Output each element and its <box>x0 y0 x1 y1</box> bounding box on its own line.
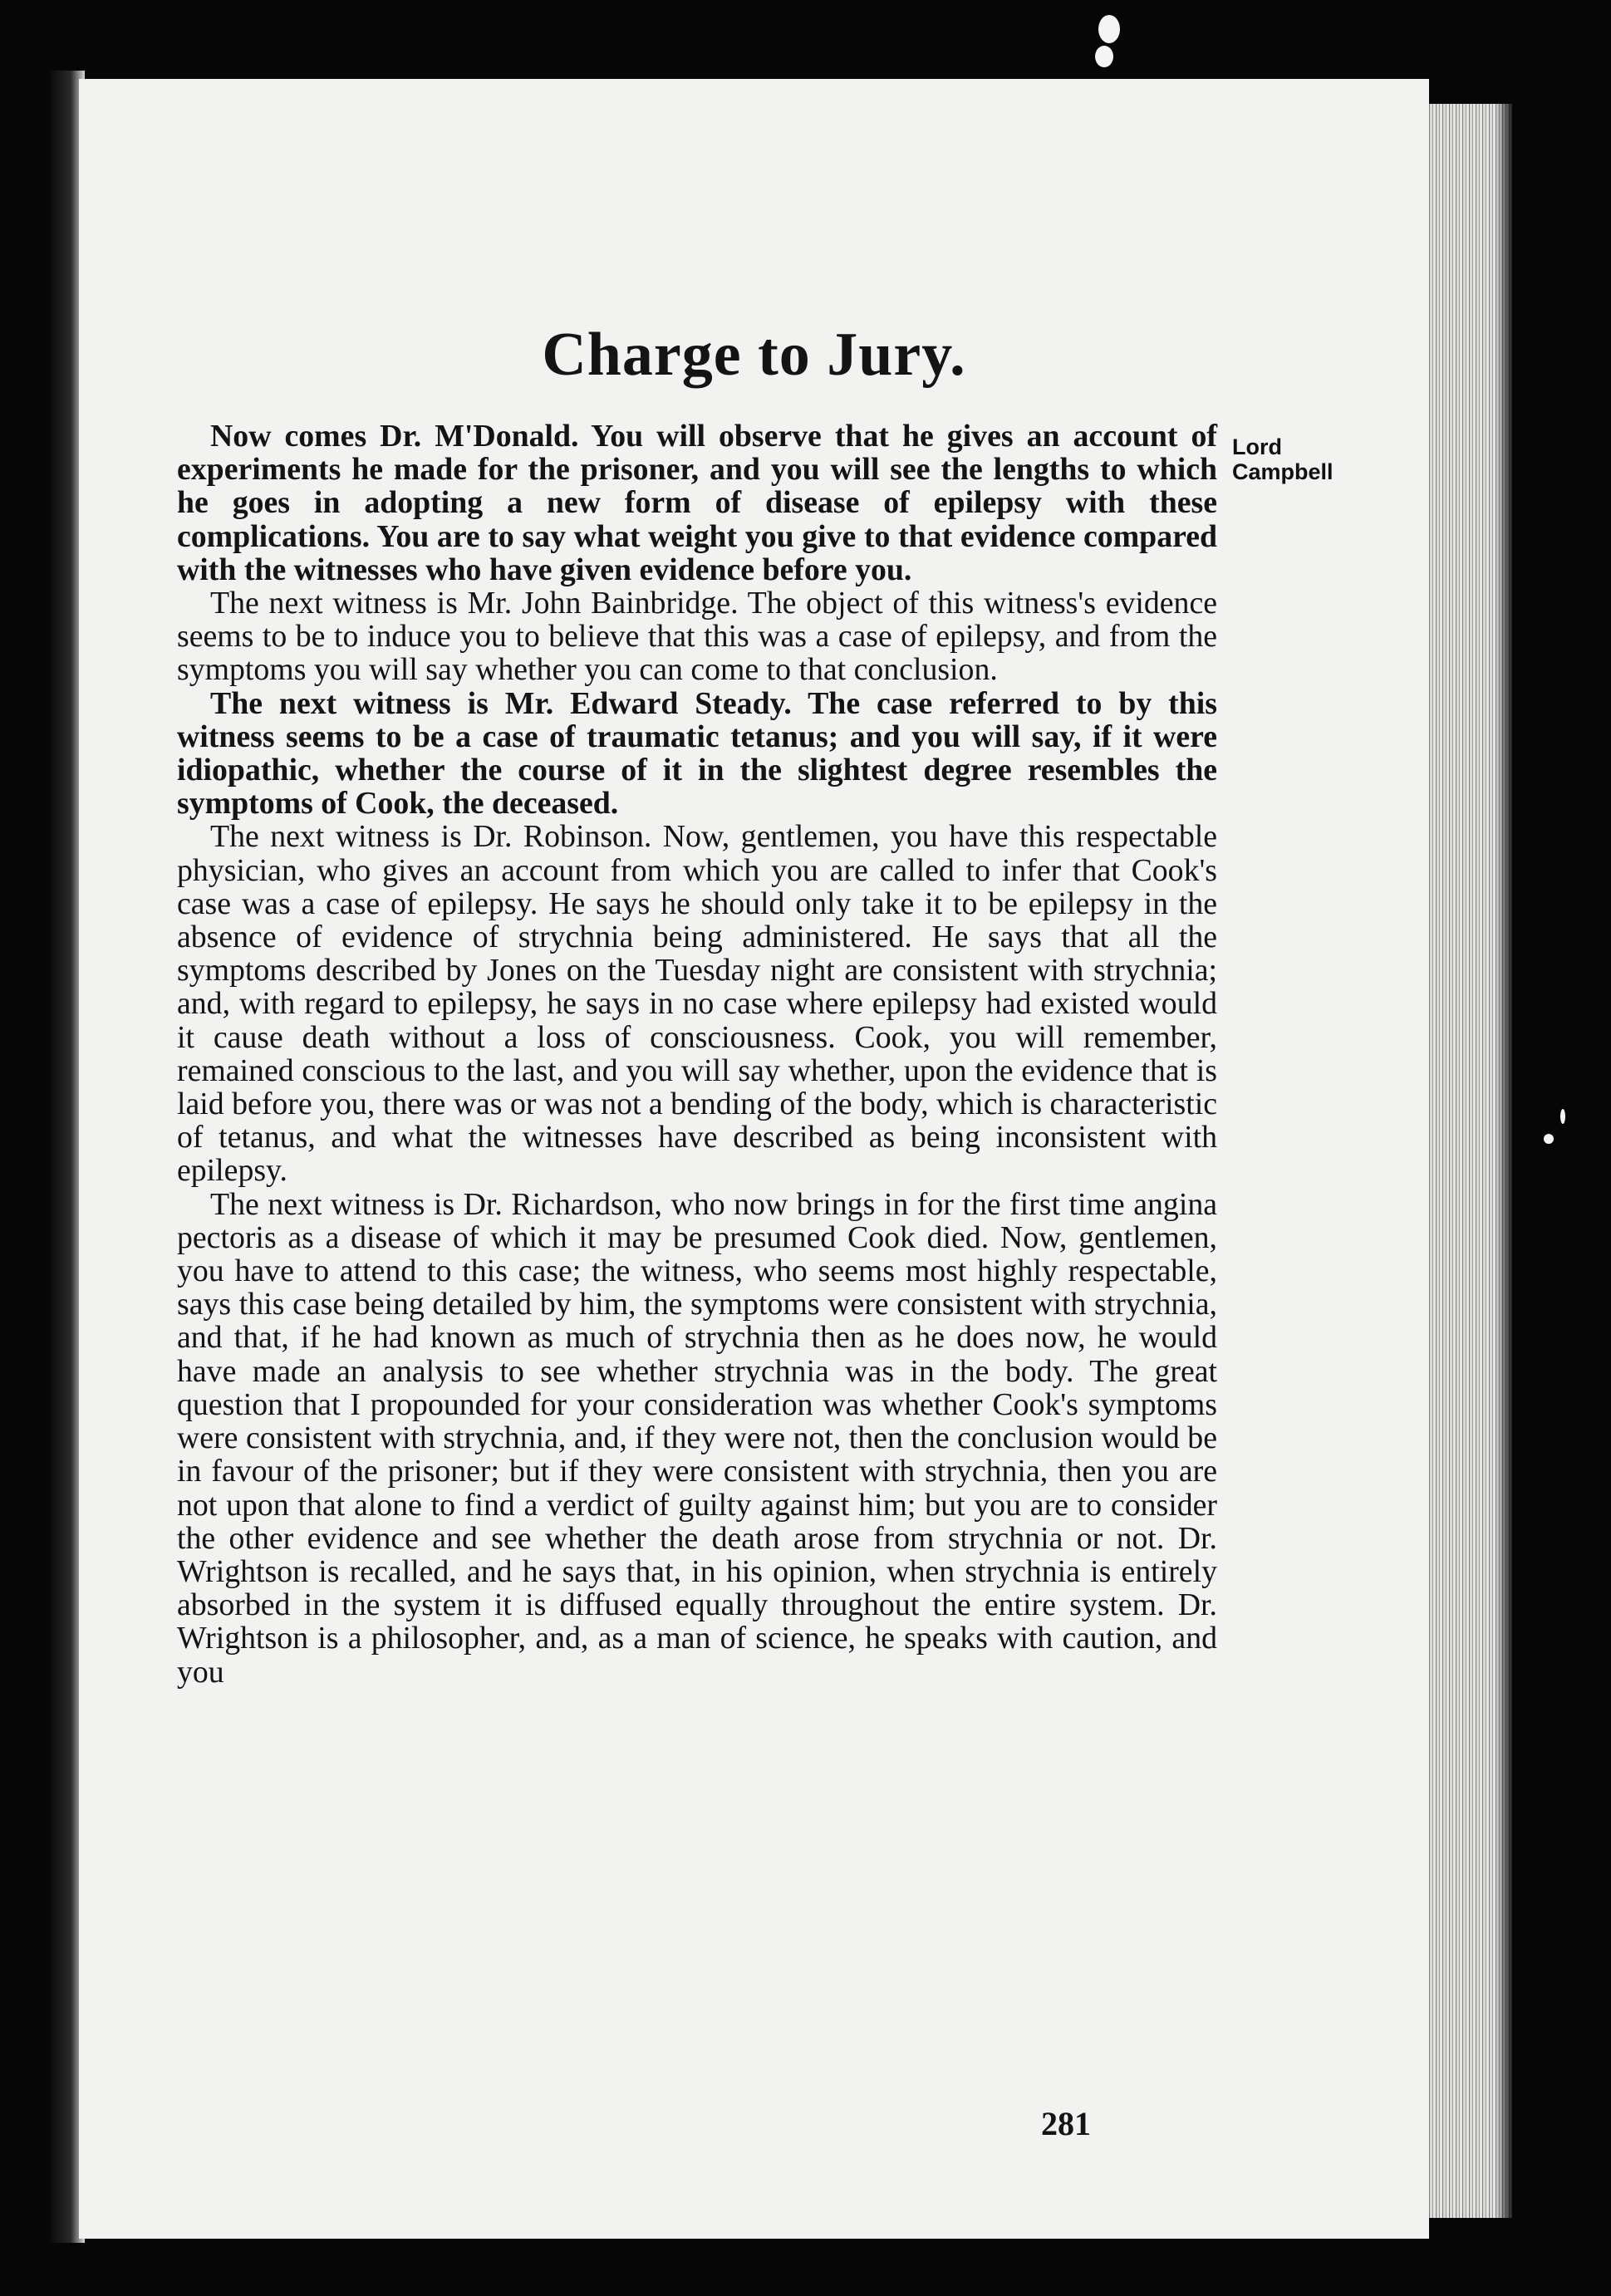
margin-note <box>1232 434 1333 484</box>
stacked-page-edges <box>1417 104 1512 2218</box>
paragraph-robinson: The next witness is Dr. Robinson. Now, gentlemen, you have this respectable physician, who gives an account from which you are called to infer that Cook's case was a case of epilepsy. He says he should only take it to be epilepsy in the absence of evidence of strychnia being administered. He says that all the symptoms described by Jones on the Tuesday night are consistent with strychnia; and, with regard to epilepsy, he says in no case where epilepsy had existed would it cause death without a loss of consciousness. Cook, you will remember, remained conscious to the last, and you will say whether, upon the evidence that is laid before you, there was or was not a bending of the body, which is characteristic of tetanus, and what the witnesses have described as being inconsistent with epilepsy. <box>177 819 1217 1189</box>
page-title: Charge to Jury. <box>542 321 966 389</box>
scan-artifact <box>1560 1109 1565 1124</box>
body-text <box>177 419 1217 1689</box>
paragraph-richardson: The next witness is Dr. Richardson, who now brings in for the first time angina pectoris as a disease of which it may be presumed Cook died. Now, gentlemen, you have to attend to this case; the witness, who seems most highly respectable, says this case being detailed by him, the symptoms were consistent with strychnia, and that, if he had known as much of strychnia then as he does now, he would have made an analysis to see whether strychnia was in the body. The great question that I propounded for your consideration was whether Cook's symptoms were consistent with strychnia, and, if they were not, then the conclusion would be in favour of the prisoner; but if they were consistent with strychnia, then you are not upon that alone to find a verdict of guilty against him; but you are to consider the other evidence and see whether the death arose from strychnia or not. Dr. Wrightson is recalled, and he says that, in his opinion, when strychnia is entirely absorbed in the system it is diffused equally throughout the entire system. Dr. Wrightson is a philosopher, and, as a man of science, he speaks with caution, and you <box>177 1186 1217 1690</box>
margin-note-line-2: Campbell <box>1232 459 1333 484</box>
margin-note-line-1: Lord <box>1232 434 1282 459</box>
paragraph-bainbridge: The next witness is Mr. John Bainbridge. The object of this witness's evidence seems to be to induce you to believe that this was a case of epilepsy, and from the symptoms you will say whether you can come to that conclusion. <box>177 586 1217 688</box>
page-number: 281 <box>1041 2105 1091 2142</box>
paragraph-mcdonald: Now comes Dr. M'Donald. You will observe that he gives an account of experiments he made for the prisoner, and you will see the lengths to which he goes in adopting a new form of disease of epilepsy with these complications. You are to say what weight you give to that evidence compared with the witnesses who have given evidence before you. <box>177 419 1217 587</box>
book-page <box>79 79 1429 2239</box>
paragraph-steady: The next witness is Mr. Edward Steady. The case referred to by this witness seems to be a case of traumatic tetanus; and you will say, if it were idiopathic, whether the course of it in the slightest degree resembles the symptoms of Cook, the deceased. <box>177 685 1217 822</box>
scan-artifact <box>1544 1134 1554 1144</box>
scan-artifact <box>1095 46 1113 67</box>
scan-artifact <box>1098 15 1120 43</box>
